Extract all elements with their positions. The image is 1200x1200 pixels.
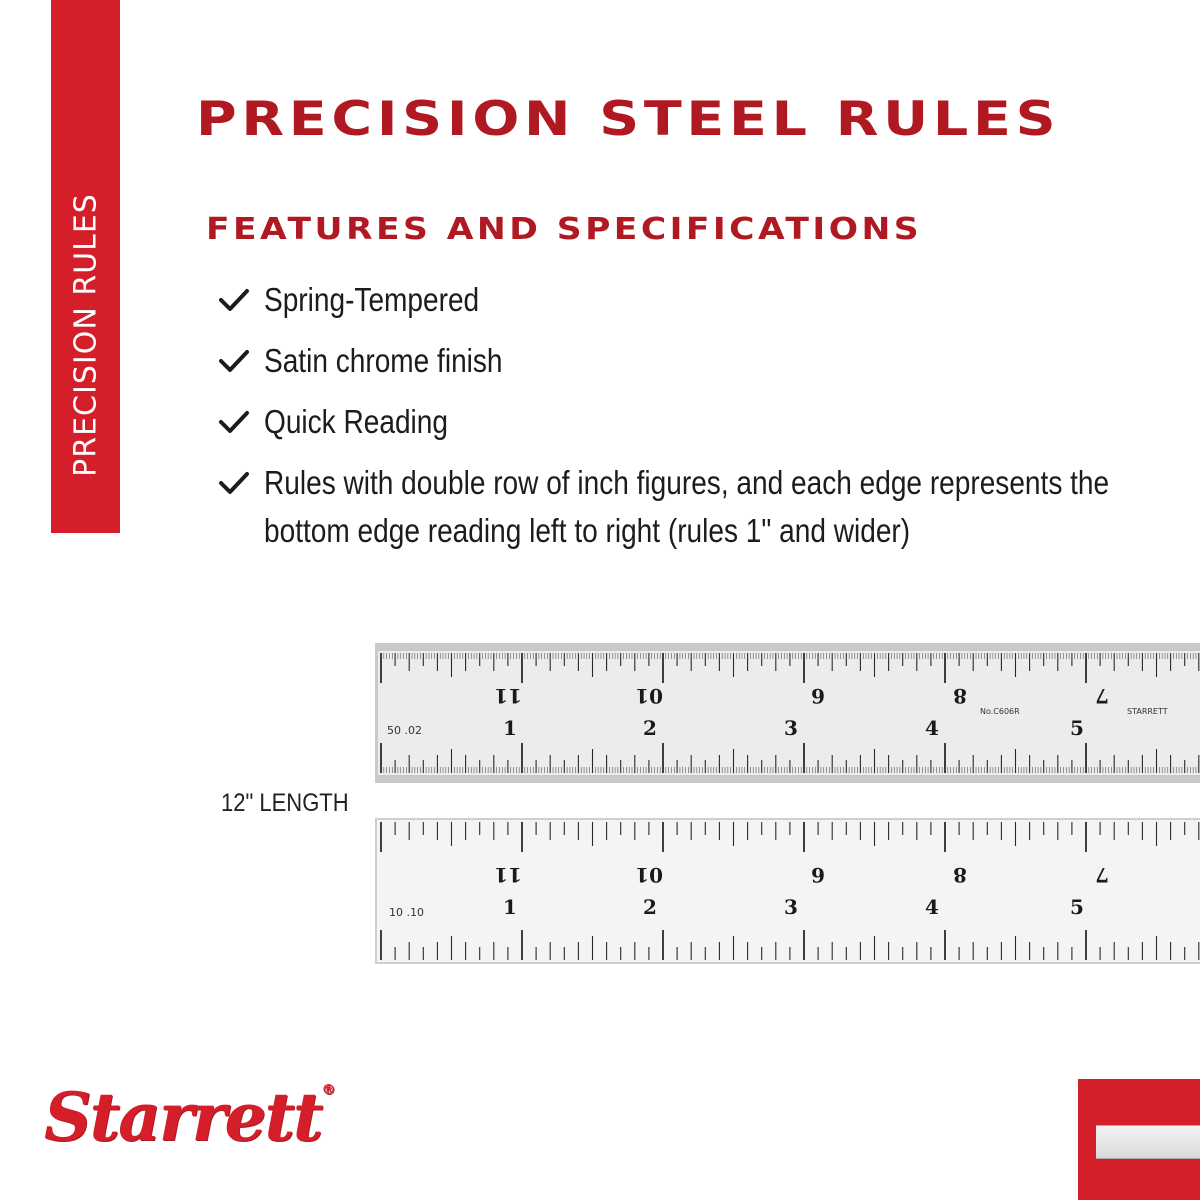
- check-icon: [218, 287, 250, 313]
- brand-name: Starrett: [44, 1078, 322, 1156]
- ruler-number-top: 8: [953, 863, 967, 887]
- feature-list: [218, 276, 1148, 568]
- ruler-number-bottom: 4: [925, 716, 939, 740]
- check-icon: [218, 470, 250, 496]
- scale-label: 10 .10: [389, 906, 424, 919]
- ruler-graphic: [375, 818, 1200, 964]
- scale-label: 50 .02: [387, 724, 422, 737]
- feature-item: [218, 337, 1148, 385]
- ruler-number-top: 11: [494, 684, 522, 708]
- ruler-number-bottom: 4: [925, 895, 939, 919]
- feature-item: [218, 276, 1148, 324]
- check-icon: [218, 409, 250, 435]
- model-label: No.C606R: [980, 707, 1020, 716]
- length-label: 12" LENGTH: [221, 789, 349, 817]
- sidebar-label: PRECISION RULES: [68, 193, 104, 477]
- ruler-number-bottom: 5: [1070, 895, 1084, 919]
- feature-item: [218, 459, 1148, 555]
- corner-accent: [1078, 1079, 1200, 1200]
- ruler-number-bottom: 1: [503, 716, 517, 740]
- feature-text: Rules with double row of inch figures, and each edge represents the bottom edge reading left to right (rules 1" and wider): [264, 464, 1110, 549]
- ruler-face: [377, 820, 1200, 962]
- ruler-number-top: 11: [494, 863, 522, 887]
- ruler-number-top: 8: [953, 684, 967, 708]
- registered-mark: ®: [321, 1082, 334, 1098]
- ruler-number-bottom: 1: [503, 895, 517, 919]
- page-title: PRECISION STEEL RULES: [196, 92, 1061, 147]
- section-subtitle: FEATURES AND SPECIFICATIONS: [206, 212, 923, 247]
- ruler-number-top: 01: [635, 863, 663, 887]
- ruler-number-top: 6: [811, 684, 825, 708]
- ruler-face: [378, 651, 1200, 775]
- feature-text: Spring-Tempered: [264, 281, 480, 318]
- check-icon: [218, 348, 250, 374]
- maker-label: STARRETT: [1127, 707, 1168, 716]
- ruler-number-top: 7: [1095, 863, 1109, 887]
- ruler-number-bottom: 2: [643, 895, 657, 919]
- ruler-number-bottom: 3: [784, 716, 798, 740]
- feature-item: [218, 398, 1148, 446]
- ruler-number-bottom: 5: [1070, 716, 1084, 740]
- steel-ruler-top: [375, 643, 1200, 783]
- ruler-number-bottom: 2: [643, 716, 657, 740]
- ruler-graphic: [375, 643, 1200, 783]
- ruler-number-top: 7: [1095, 684, 1109, 708]
- steel-ruler-bottom: [375, 818, 1200, 964]
- feature-text: Satin chrome finish: [264, 342, 503, 379]
- corner-ruler-graphic: [1096, 1125, 1200, 1159]
- feature-text: Quick Reading: [264, 403, 448, 440]
- brand-logo: [44, 1078, 333, 1156]
- ruler-number-bottom: 3: [784, 895, 798, 919]
- ruler-number-top: 6: [811, 863, 825, 887]
- ruler-number-top: 01: [635, 684, 663, 708]
